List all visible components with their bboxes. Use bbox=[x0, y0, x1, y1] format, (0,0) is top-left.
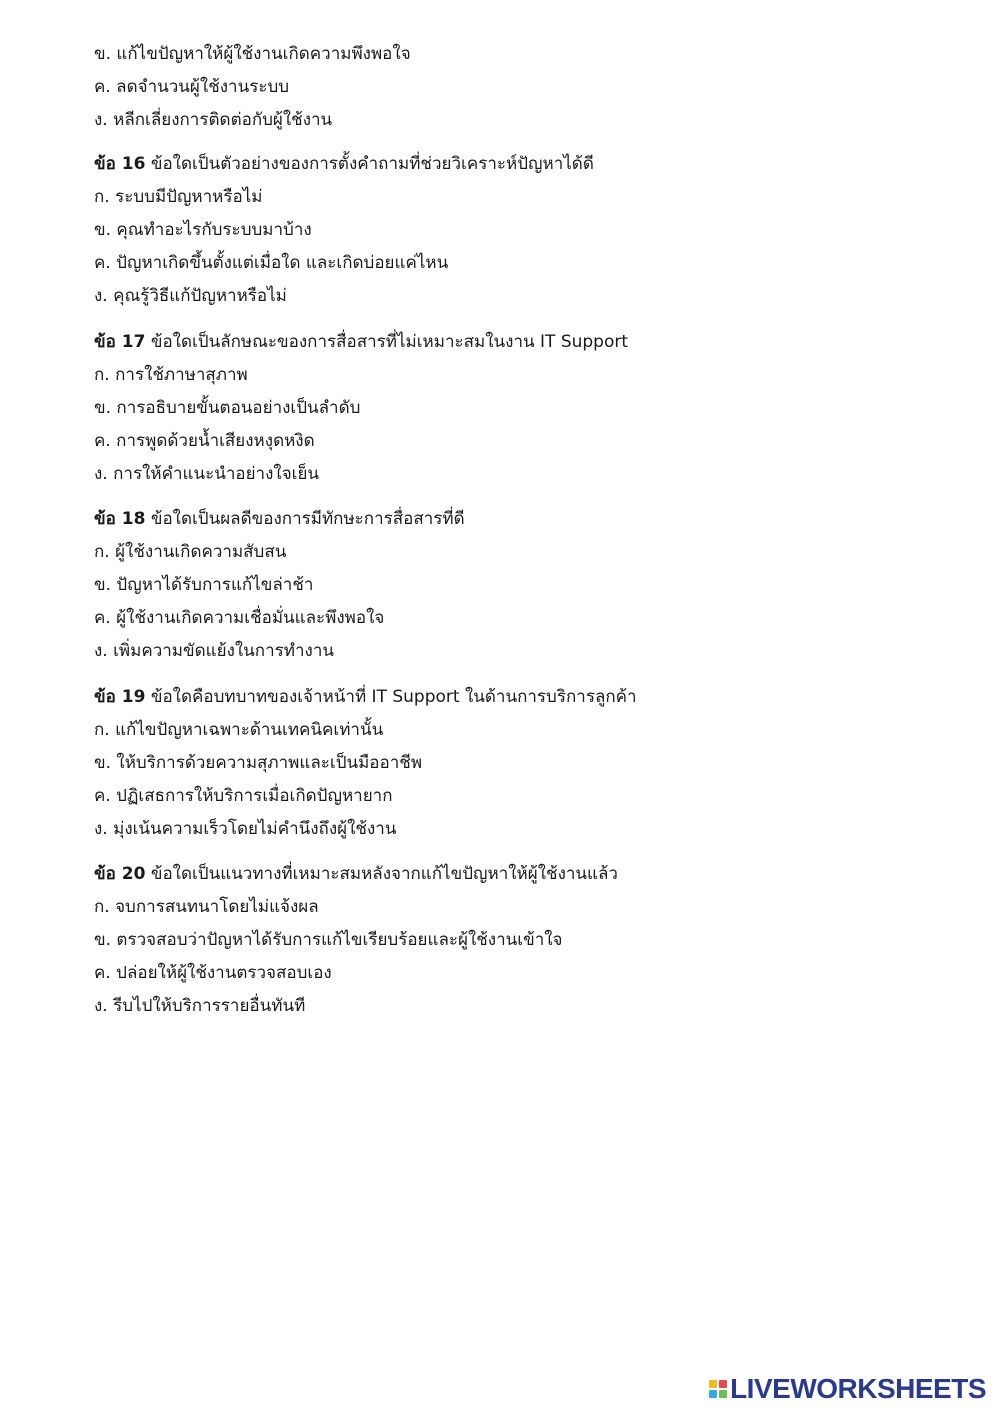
answer-option: ก. จบการสนทนาโดยไม่แจ้งผล bbox=[94, 897, 319, 917]
answer-option: ง. หลีกเลี่ยงการติดต่อกับผู้ใช้งาน bbox=[94, 110, 333, 130]
question-text: ข้อใดเป็นลักษณะของการสื่อสารที่ไม่เหมาะสมในงาน IT Support bbox=[145, 332, 629, 352]
question-number: ข้อ 19 bbox=[94, 687, 146, 707]
answer-option: ค. ผู้ใช้งานเกิดความเชื่อมั่นและพึงพอใจ bbox=[94, 608, 385, 628]
liveworksheets-logo bbox=[709, 1374, 986, 1404]
answer-option: ข. ตรวจสอบว่าปัญหาได้รับการแก้ไขเรียบร้อยและผู้ใช้งานเข้าใจ bbox=[94, 930, 563, 950]
answer-option: ง. มุ่งเน้นความเร็วโดยไม่คำนึงถึงผู้ใช้งาน bbox=[94, 819, 397, 839]
question-text: ข้อใดเป็นแนวทางที่เหมาะสมหลังจากแก้ไขปัญหาให้ผู้ใช้งานแล้ว bbox=[145, 864, 618, 884]
logo-square-1 bbox=[709, 1380, 717, 1388]
answer-option: ข. แก้ไขปัญหาให้ผู้ใช้งานเกิดความพึงพอใจ bbox=[94, 44, 411, 64]
answer-option: ค. การพูดด้วยน้ำเสียงหงุดหงิด bbox=[94, 431, 315, 451]
answer-option: ค. ปัญหาเกิดขึ้นตั้งแต่เมื่อใด และเกิดบ่อยแค่ไหน bbox=[94, 253, 449, 273]
answer-option: ก. แก้ไขปัญหาเฉพาะด้านเทคนิคเท่านั้น bbox=[94, 720, 384, 740]
liveworksheets-logo-icon bbox=[709, 1380, 727, 1398]
answer-option: ง. การให้คำแนะนำอย่างใจเย็น bbox=[94, 464, 320, 484]
answer-option: ค. ปล่อยให้ผู้ใช้งานตรวจสอบเอง bbox=[94, 963, 332, 983]
question-heading bbox=[94, 686, 637, 708]
answer-option: ข. การอธิบายขั้นตอนอย่างเป็นลำดับ bbox=[94, 398, 361, 418]
logo-square-3 bbox=[709, 1390, 717, 1398]
question-number: ข้อ 16 bbox=[94, 154, 146, 174]
answer-option: ค. ปฏิเสธการให้บริการเมื่อเกิดปัญหายาก bbox=[94, 786, 393, 806]
question-number: ข้อ 17 bbox=[94, 332, 146, 352]
answer-option: ง. เพิ่มความขัดแย้งในการทำงาน bbox=[94, 641, 334, 661]
logo-square-2 bbox=[719, 1380, 727, 1388]
answer-option: ข. คุณทำอะไรกับระบบมาบ้าง bbox=[94, 220, 312, 240]
question-text: ข้อใดเป็นตัวอย่างของการตั้งคำถามที่ช่วยวิเคราะห์ปัญหาได้ดี bbox=[145, 154, 594, 174]
answer-option: ข. ปัญหาได้รับการแก้ไขล่าช้า bbox=[94, 575, 314, 595]
answer-option: ก. ผู้ใช้งานเกิดความสับสน bbox=[94, 542, 287, 562]
question-text: ข้อใดคือบทบาทของเจ้าหน้าที่ IT Support ในด้านการบริการลูกค้า bbox=[145, 687, 637, 707]
question-heading bbox=[94, 331, 628, 353]
answer-option: ข. ให้บริการด้วยความสุภาพและเป็นมืออาชีพ bbox=[94, 753, 423, 773]
answer-option: ค. ลดจำนวนผู้ใช้งานระบบ bbox=[94, 77, 290, 97]
question-number: ข้อ 18 bbox=[94, 509, 146, 529]
question-text: ข้อใดเป็นผลดีของการมีทักษะการสื่อสารที่ดี bbox=[145, 509, 465, 529]
answer-option: ง. คุณรู้วิธีแก้ปัญหาหรือไม่ bbox=[94, 286, 287, 306]
question-heading bbox=[94, 153, 594, 175]
logo-square-4 bbox=[719, 1390, 727, 1398]
liveworksheets-logo-text: LIVEWORKSHEETS bbox=[730, 1373, 986, 1404]
question-heading bbox=[94, 863, 618, 885]
answer-option: ง. รีบไปให้บริการรายอื่นทันที bbox=[94, 996, 306, 1016]
answer-option: ก. ระบบมีปัญหาหรือไม่ bbox=[94, 187, 263, 207]
question-number: ข้อ 20 bbox=[94, 864, 146, 884]
question-heading bbox=[94, 508, 465, 530]
answer-option: ก. การใช้ภาษาสุภาพ bbox=[94, 365, 248, 385]
